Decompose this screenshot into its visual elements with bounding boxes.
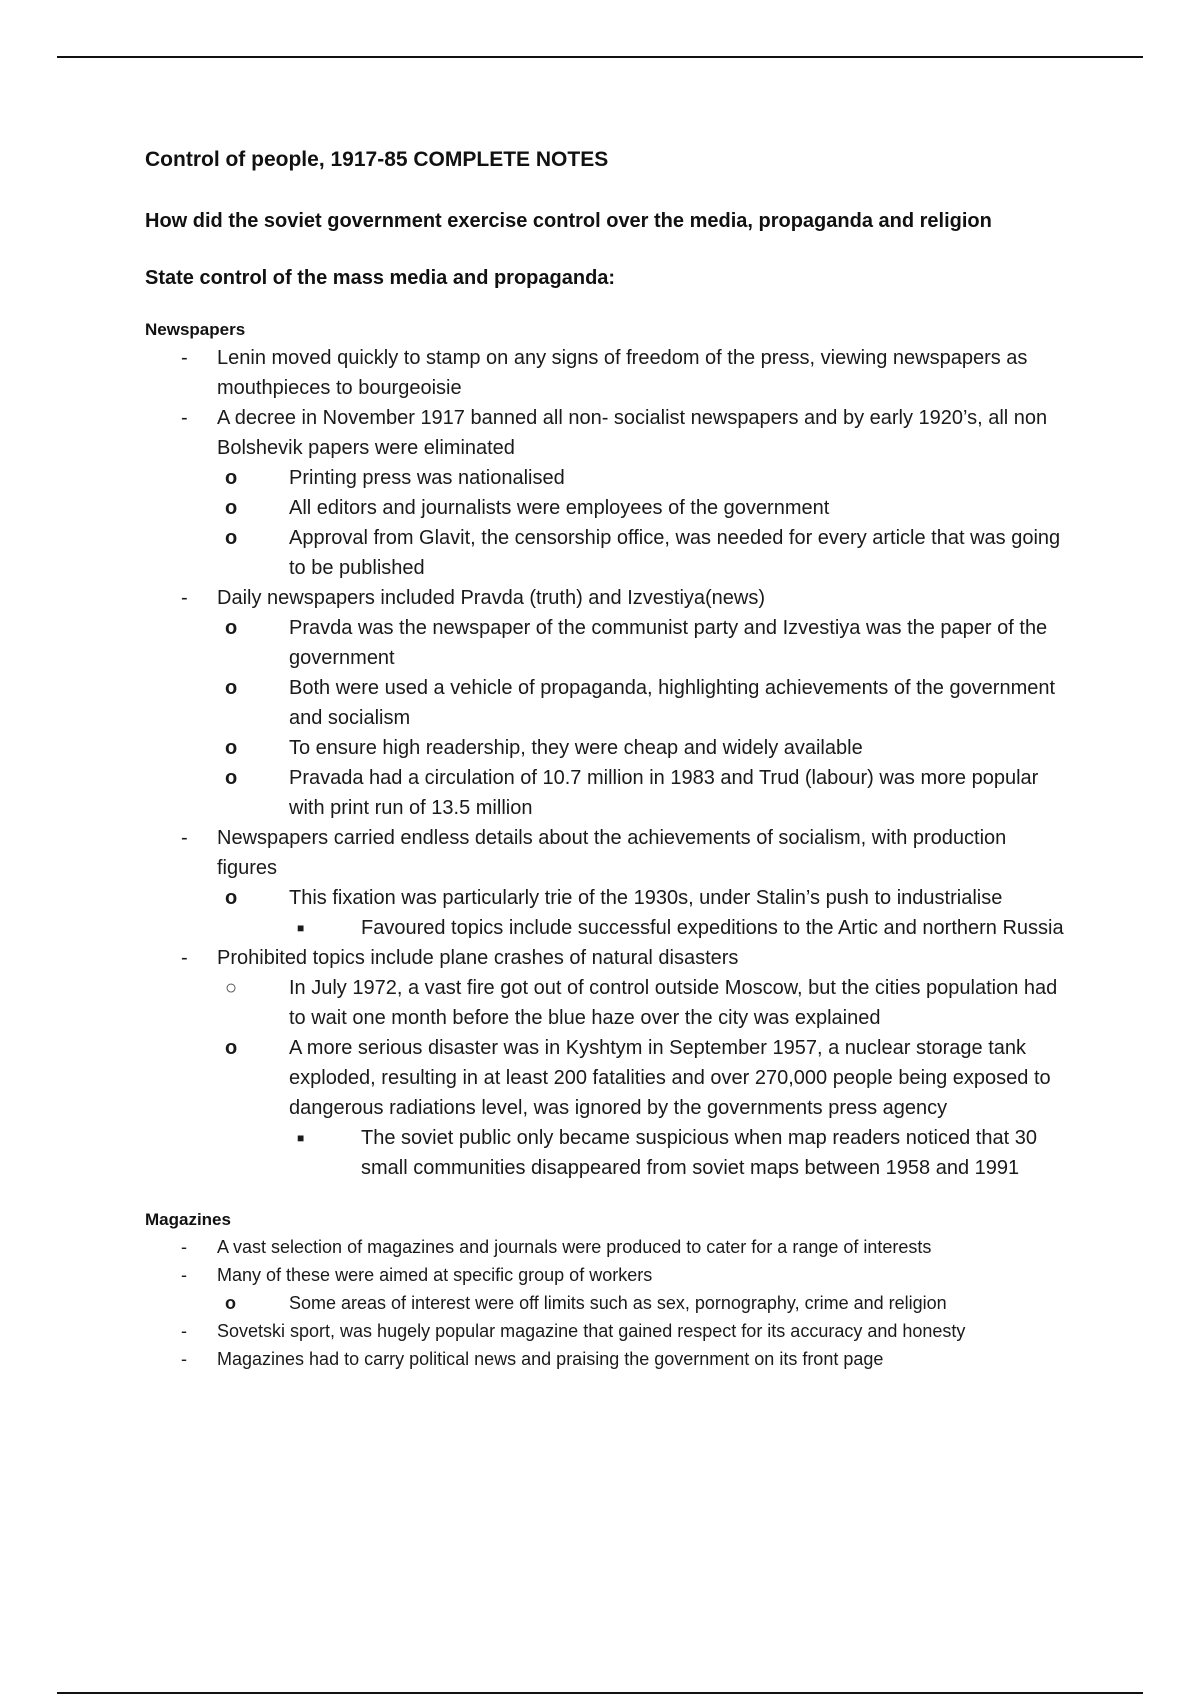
sub-list-item [217,463,1065,493]
list-item [145,1345,1065,1373]
sub-list [217,463,1065,583]
sub-list-item-text: Some areas of interest were off limits such as sex, pornography, crime and religion [289,1293,947,1313]
circle-bullet: o [225,767,238,789]
sub-list [217,883,1065,943]
list-item [145,1233,1065,1261]
sub-list [217,613,1065,823]
dash-bullet: - [181,947,188,969]
question-heading: How did the soviet government exercise control over the media, propaganda and religion [145,210,992,232]
sub-list-item [217,613,1065,673]
list-item-text: Magazines had to carry political news and praising the government on its front page [217,1349,884,1369]
document-title: Control of people, 1917-85 COMPLETE NOTES [145,148,609,171]
sub-list-item-text: This fixation was particularly trie of the 1930s, under Stalin’s push to industrialise [289,887,1003,909]
circle-bullet: ○ [225,977,238,999]
circle-bullet: o [225,617,238,639]
magazines-heading: Magazines [145,1210,231,1229]
sub-list [217,1289,1065,1317]
dash-bullet: - [181,1349,187,1369]
square-bullet: ■ [297,1131,305,1145]
sub-sub-list-item-text: The soviet public only became suspicious when map readers noticed that 30 small communities disappeared from soviet maps between 1958 and 1991 [361,1127,1037,1179]
list-item-text: Daily newspapers included Pravda (truth) and Izvestiya(news) [217,587,766,609]
sub-list-item-text: All editors and journalists were employees of the government [289,497,830,519]
circle-bullet: o [225,1037,238,1059]
list-item [145,1317,1065,1345]
list-item [145,343,1065,403]
circle-bullet: o [225,527,238,549]
sub-list-item-text: In July 1972, a vast fire got out of control outside Moscow, but the cities population had to wait one month before the blue haze over the city was explained [289,977,1058,1029]
dash-bullet: - [181,1237,187,1257]
circle-bullet: o [225,677,238,699]
top-rule [57,56,1143,58]
list-item [145,1261,1065,1317]
circle-bullet: o [225,497,238,519]
sub-list-item [217,763,1065,823]
sub-list-item-text: Pravada had a circulation of 10.7 million in 1983 and Trud (labour) was more popular with print run of 13.5 million [289,767,1039,819]
magazines-section [145,1207,1065,1373]
sub-sub-list [289,1123,1065,1183]
newspapers-heading: Newspapers [145,320,246,339]
sub-list-item [217,523,1065,583]
sub-sub-list [289,913,1065,943]
list-item-text: Many of these were aimed at specific group of workers [217,1265,653,1285]
newspapers-list [145,343,1065,1183]
sub-list-item [217,673,1065,733]
sub-list-item-text: To ensure high readership, they were cheap and widely available [289,737,863,759]
list-item-text: Sovetski sport, was hugely popular magazine that gained respect for its accuracy and honesty [217,1321,966,1341]
circle-bullet: o [225,737,238,759]
list-item-text: Prohibited topics include plane crashes of natural disasters [217,947,739,969]
square-bullet: ■ [297,921,305,935]
sub-list-item [217,493,1065,523]
list-item [145,823,1065,943]
dash-bullet: - [181,407,188,429]
circle-bullet: o [225,467,238,489]
dash-bullet: - [181,347,188,369]
sub-list-item [217,733,1065,763]
sub-list [217,973,1065,1183]
dash-bullet: - [181,1321,187,1341]
sub-list-item [217,1033,1065,1183]
sub-list-item [217,883,1065,943]
list-item [145,403,1065,583]
circle-bullet: o [225,1293,236,1313]
sub-list-item-text: Printing press was nationalised [289,467,565,489]
section-heading: State control of the mass media and propaganda: [145,267,616,289]
list-item [145,583,1065,823]
sub-sub-list-item [289,1123,1065,1183]
list-item-text: Newspapers carried endless details about the achievements of socialism, with production figures [217,827,1007,879]
sub-list-item-text: Pravda was the newspaper of the communist party and Izvestiya was the paper of the government [289,617,1048,669]
dash-bullet: - [181,587,188,609]
dash-bullet: - [181,827,188,849]
bottom-rule [57,1692,1143,1694]
list-item-text: Lenin moved quickly to stamp on any signs of freedom of the press, viewing newspapers as mouthpieces to bourgeoisie [217,347,1028,399]
sub-list-item [217,973,1065,1033]
sub-list-item-text: A more serious disaster was in Kyshtym in September 1957, a nuclear storage tank exploded, resulting in at least 200 fatalities and over 270,000 people being exposed to dangerous radiations level, was ignored by the governments press agency [289,1037,1051,1119]
circle-bullet: o [225,887,238,909]
sub-sub-list-item [289,913,1065,943]
document-body [145,145,1065,1373]
list-item-text: A decree in November 1917 banned all non- socialist newspapers and by early 1920’s, all non Bolshevik papers were eliminated [217,407,1048,459]
list-item [145,943,1065,1183]
list-item-text: A vast selection of magazines and journals were produced to cater for a range of interests [217,1237,932,1257]
sub-list-item-text: Approval from Glavit, the censorship office, was needed for every article that was going to be published [289,527,1061,579]
sub-sub-list-item-text: Favoured topics include successful expeditions to the Artic and northern Russia [361,917,1064,939]
sub-list-item [217,1289,1065,1317]
dash-bullet: - [181,1265,187,1285]
magazines-list [145,1233,1065,1373]
sub-list-item-text: Both were used a vehicle of propaganda, highlighting achievements of the government and socialism [289,677,1056,729]
